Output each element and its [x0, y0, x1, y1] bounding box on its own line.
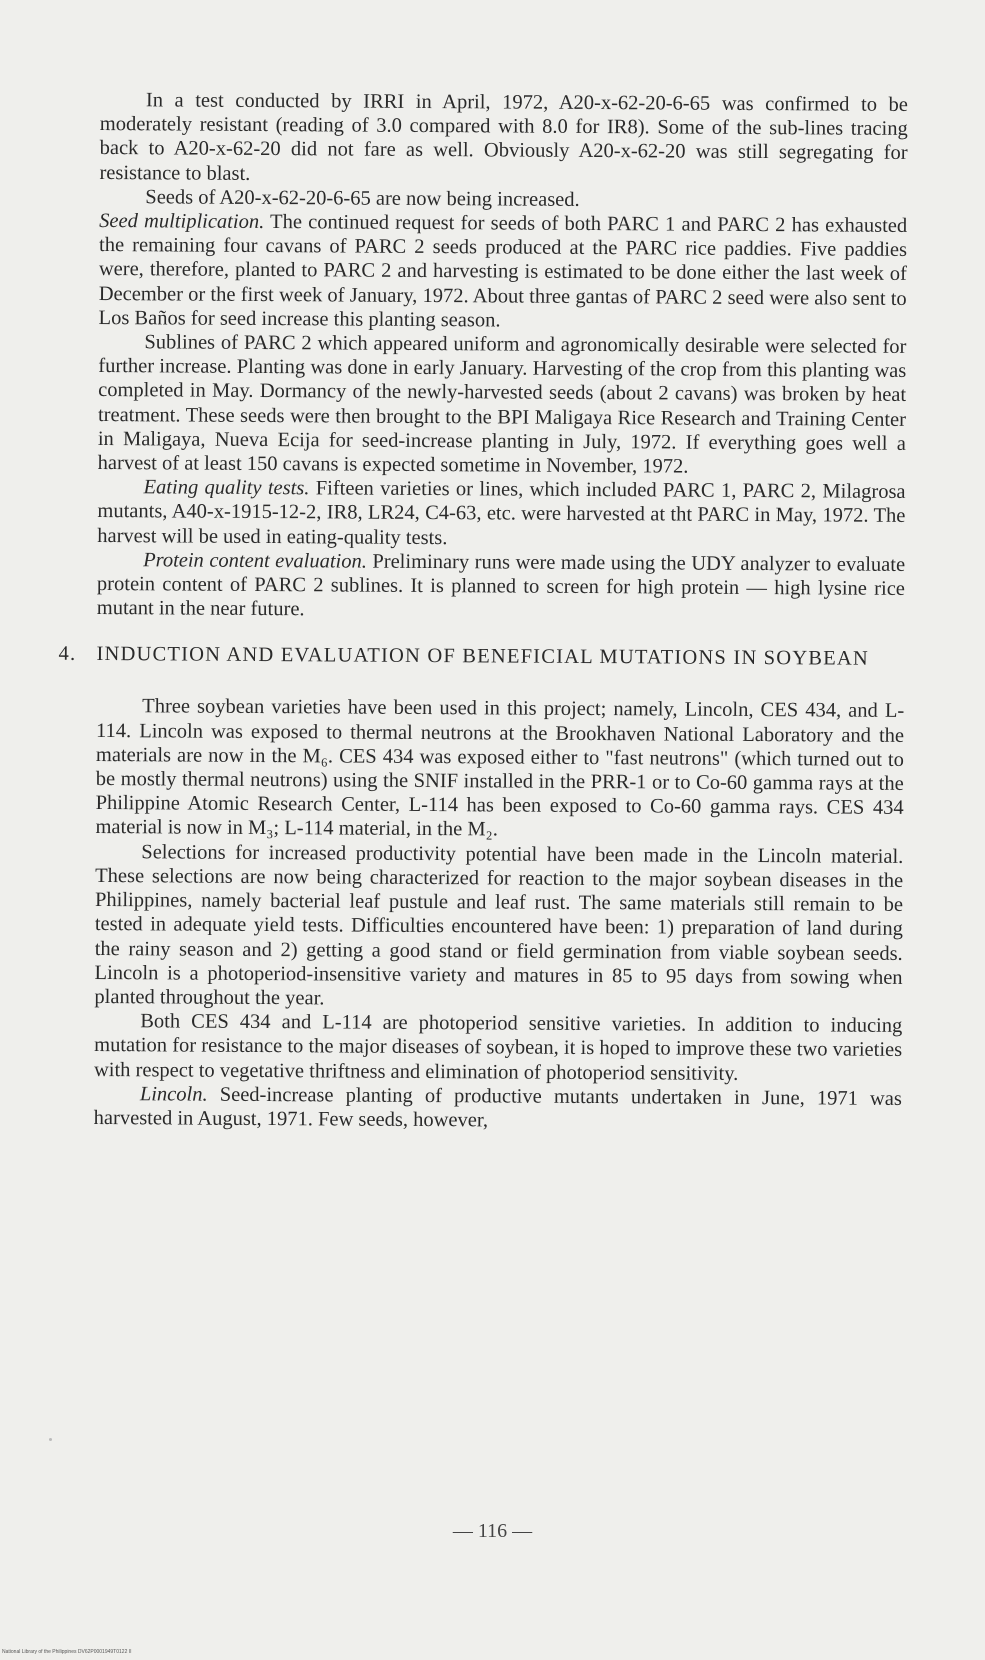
section-title: INDUCTION AND EVALUATION OF BENEFICIAL MUTATIONS IN SOYBEAN [96, 643, 869, 671]
section-heading [52, 642, 904, 671]
paragraph-text: Selections for increased productivity potential have been made in the Lincoln material. These selections are now being characterized for reaction to the major soybean diseases in the Philippines, namely bacterial leaf pustule and leaf rust. The same materials still remain to be tested in adequate yield tests. Difficulties encountered have been: 1) preparation of land during the rainy season and 2) getting a good stand or field germination from viable soybean seeds. Lincoln is a photoperiod-insensitive variety and matures in 85 to 95 days from sowing when planted throughout the year. [94, 840, 904, 1010]
paragraph-lead-italic: Eating quality tests. [143, 476, 310, 500]
paragraph-photoperiod [94, 1009, 902, 1087]
section-number: 4. [58, 643, 77, 666]
paragraph-text: Seed-increase planting of productive mutants undertaken in June, 1971 was harvested in August, 1971. Few seeds, however, [93, 1083, 902, 1132]
scan-footer-note: National Library of the Philippines DV62P0001949T0122 II [2, 1649, 132, 1655]
body-text [58, 88, 908, 1135]
paragraph-lead-italic: Lincoln. [139, 1082, 208, 1106]
paragraph-lead-italic: Protein content evaluation. [143, 549, 367, 573]
paragraph-text: Sublines of PARC 2 which appeared uniform and agronomically desirable were selected for further increase. Planting was done in early January. Harvesting of the crop from this planting was completed in May. Dormancy of the newly-harvested seeds (about 2 cavans) was broken by heat treatment. These seeds were then brought to the BPI Maligaya Rice Research and Training Center in Maligaya, Nueva Ecija for seed-increase planting in July, 1972. If everything goes well a harvest of at least 150 cavans is expected sometime in November, 1972. [97, 331, 907, 478]
paragraph-eating-quality [97, 475, 905, 553]
paragraph-irri-test [99, 88, 908, 190]
paragraph-soybean-varieties [95, 694, 904, 844]
paragraph-lead-italic: Seed multiplication. [99, 210, 265, 234]
paragraph-text: In a test conducted by IRRI in April, 1972, A20-x-62-20-6-65 was confirmed to be moderately resistant (reading of 3.0 compared with 8.0 for IR8). Some of the sub-lines tracing back to A20-x-62-20 did not fare as well. Obviously A20-x-62-20 was still segregating for resistance to blast. [99, 89, 908, 185]
paragraph-seed-multiplication [99, 209, 908, 335]
paragraph-text: Fifteen varieties or lines, which included PARC 1, PARC 2, Milagrosa mutants, A40-x-1915-12-2, IR8, LR24, C4-63, etc. were harvested at tht PARC in May, 1972. The harvest will be used in eating-quality tests. [97, 477, 906, 549]
paragraph-lincoln [94, 1082, 902, 1135]
scan-speck [49, 1438, 52, 1441]
paragraph-text: Seeds of A20-x-62-20-6-65 are now being increased. [145, 186, 580, 211]
paragraph-protein-content [97, 548, 905, 626]
paragraph-text: Three soybean varieties have been used in this project; namely, Lincoln, CES 434, and L-114. Lincoln was exposed to thermal neutrons at the Brookhaven National Laboratory and the materials are now in the M₆. CES 434 was exposed either to "fast neutrons" (which turned out to be mostly thermal neutrons) using the SNIF installed in the PRR-1 or to Co-60 gamma rays at the Philippine Atomic Research Center, L-114 has been exposed to Co-60 gamma rays. CES 434 material is now in M₃; L-114 material, in the M₂. [95, 695, 905, 841]
page-number: — 116 — [452, 1520, 533, 1542]
paragraph-selections [94, 840, 903, 1014]
paragraph-text: Preliminary runs were made using the UDY analyzer to evaluate protein content of PARC 2 sublines. It is planned to screen for high protein — high lysine rice mutant in the near future. [96, 550, 906, 621]
paragraph-sublines-parc2 [98, 330, 907, 480]
paragraph-text: The continued request for seeds of both PARC 1 and PARC 2 has exhausted the remaining four cavans of PARC 2 seeds produced at the PARC rice paddies. Five paddies were, therefore, planted to PARC 2 and harvesting is estimated to be done either the last week of December or the first week of January, 1972. About three gantas of PARC 2 seed were also sent to Los Baños for seed increase this planting season. [98, 211, 908, 332]
paragraph-text: Both CES 434 and L-114 are photoperiod sensitive varieties. In addition to inducing mutation for resistance to the major diseases of soybean, it is hoped to improve these two varieties with respect to vegetative thriftness and elimination of photoperiod sensitivity. [93, 1010, 903, 1085]
